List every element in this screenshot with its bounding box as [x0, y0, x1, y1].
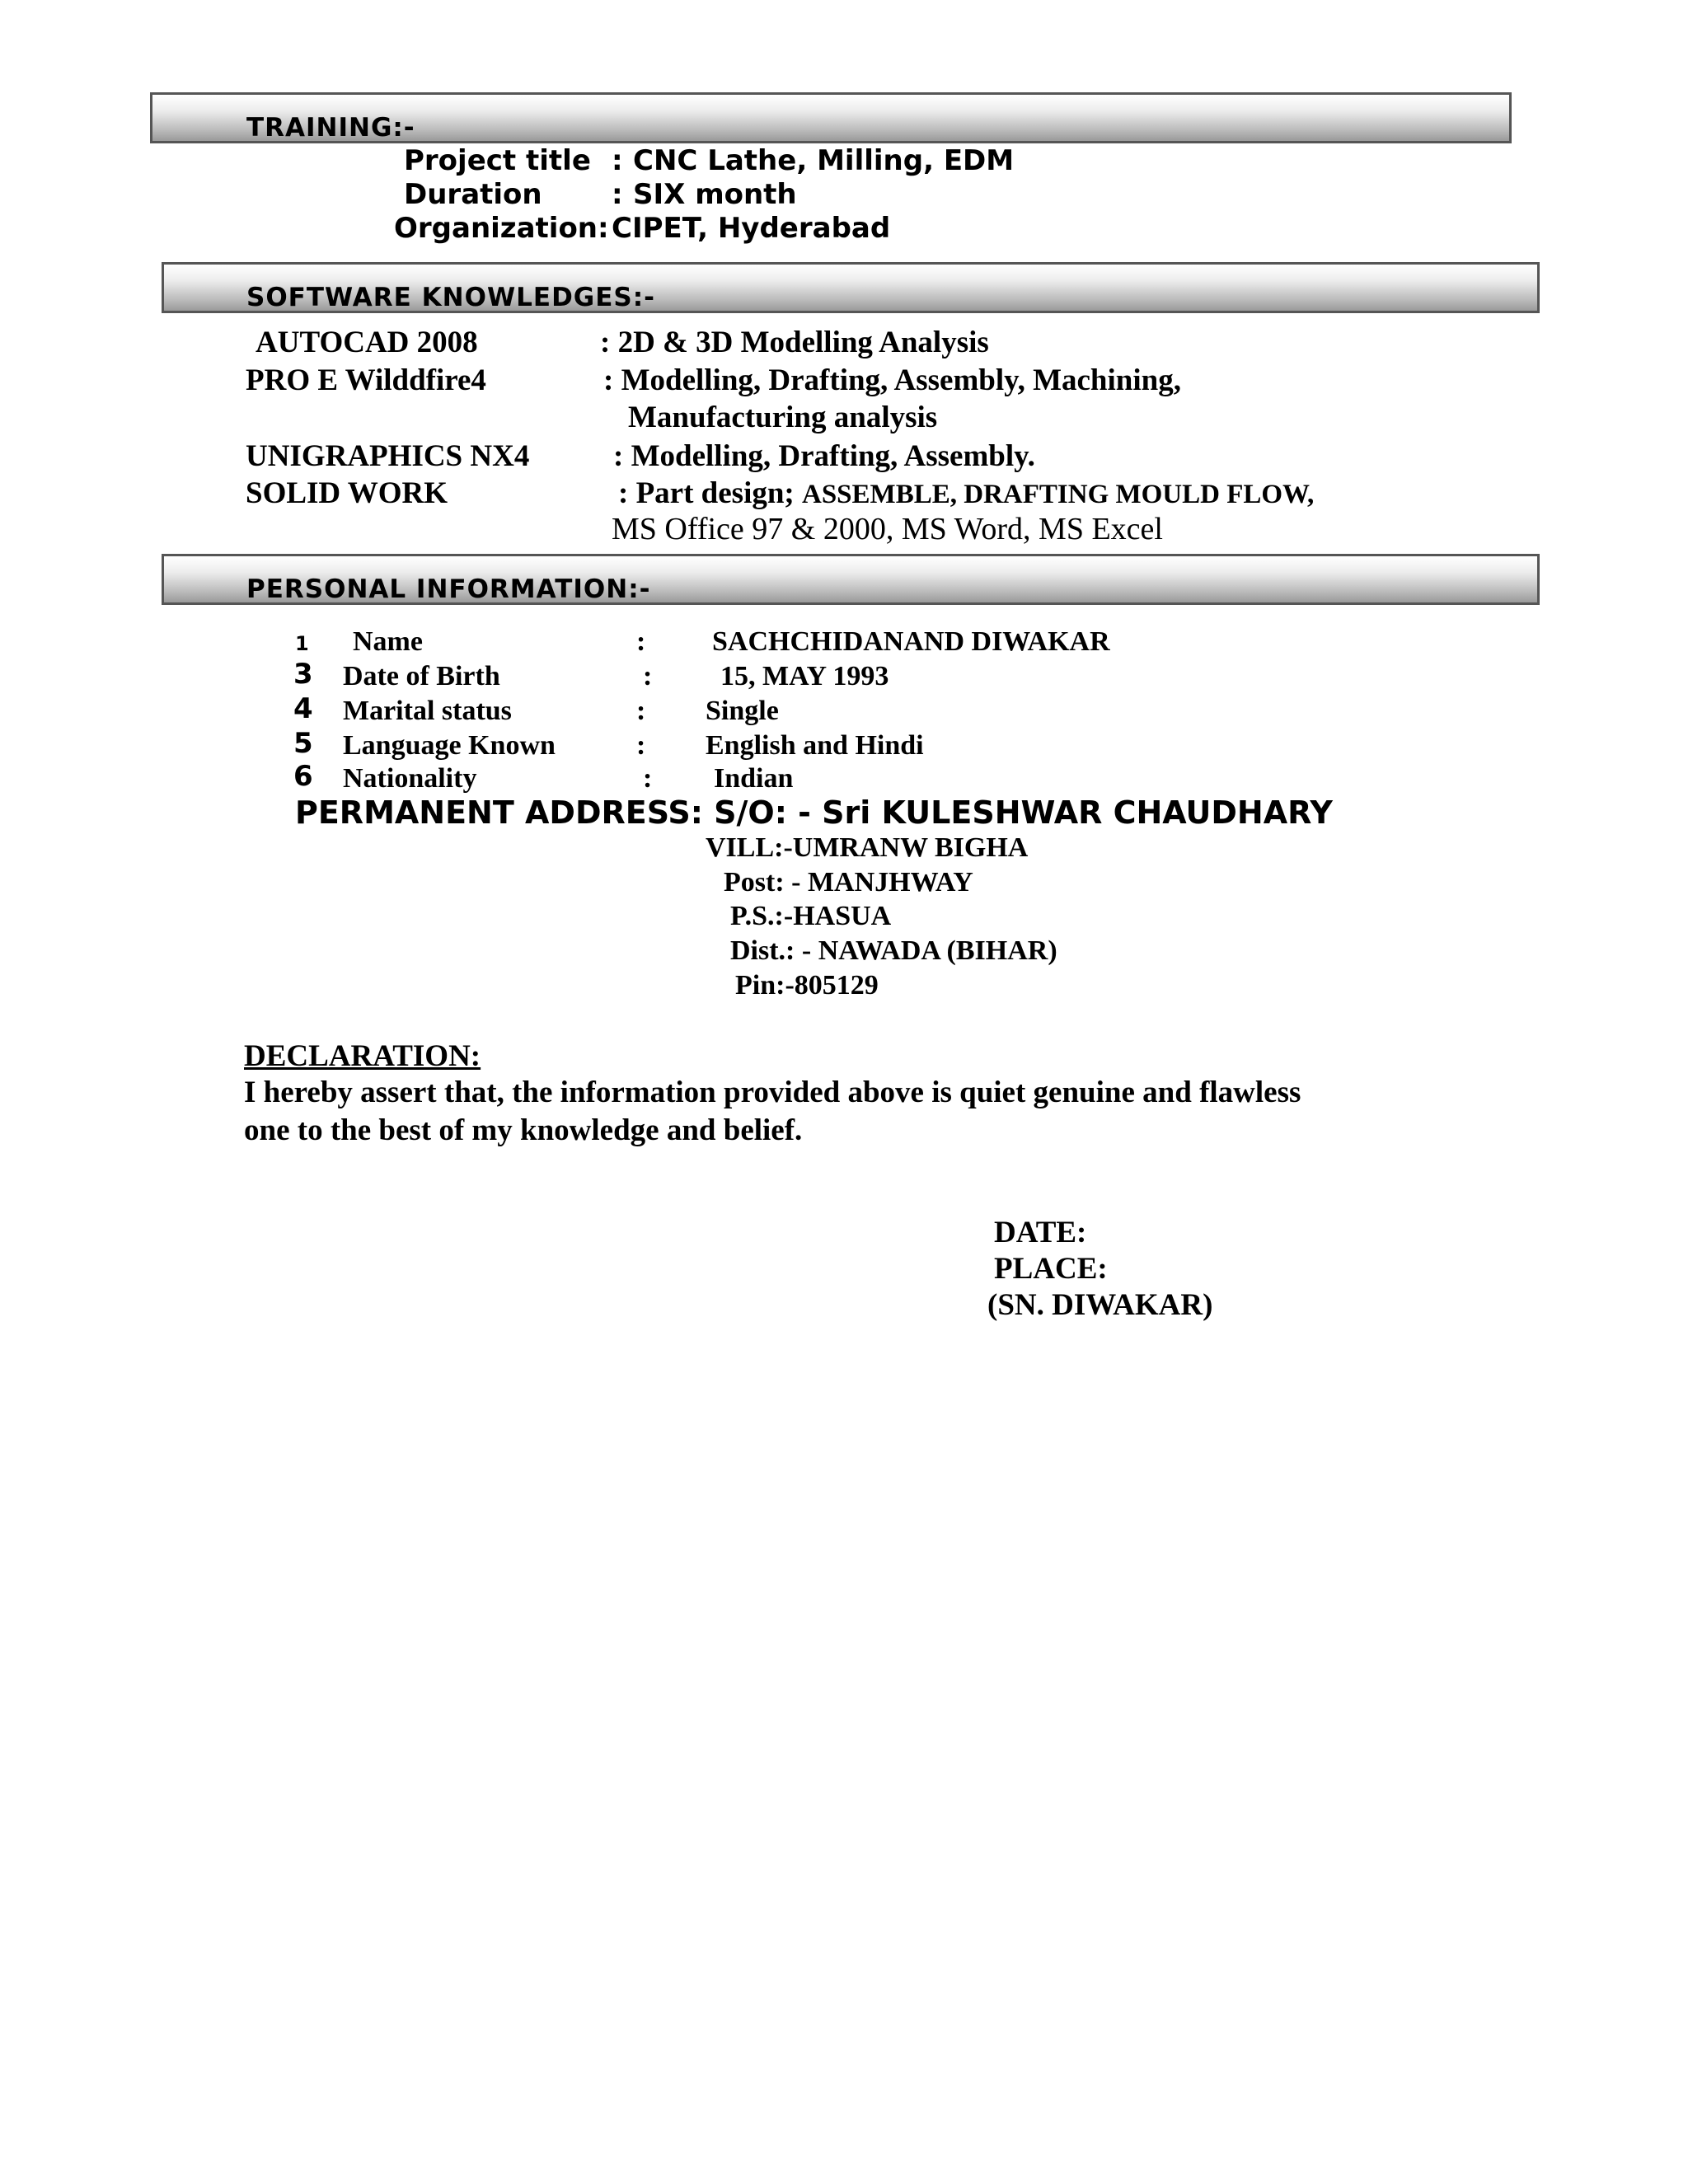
personal-name-sep: :	[636, 626, 646, 657]
address-line-police-station: P.S.:-HASUA	[730, 901, 892, 931]
training-banner	[150, 92, 1512, 143]
personal-dob-label: Date of Birth	[343, 661, 500, 691]
training-duration-label: Duration	[404, 178, 542, 211]
personal-nationality-label: Nationality	[343, 763, 477, 794]
personal-dob-sep: :	[643, 661, 653, 691]
software-proe-value: : Modelling, Drafting, Assembly, Machining,	[603, 363, 1181, 397]
permanent-address-heading: PERMANENT ADDRESS: S/O: - Sri KULESHWAR CHAUDHARY	[295, 794, 1333, 831]
software-solidwork-value-small: ASSEMBLE, DRAFTING MOULD FLOW,	[802, 480, 1315, 509]
training-duration-sep: :	[612, 178, 623, 211]
training-heading: TRAINING:-	[246, 113, 415, 143]
address-line-post: Post: - MANJHWAY	[724, 867, 973, 898]
personal-language-sep: :	[636, 730, 646, 761]
address-line-village: VILL:-UMRANW BIGHA	[706, 832, 1029, 863]
personal-nationality-value: Indian	[714, 763, 794, 794]
software-solidwork-name: SOLID WORK	[246, 476, 448, 510]
personal-row-number-6: 6	[293, 760, 313, 793]
training-project-value: CNC Lathe, Milling, EDM	[633, 144, 1015, 177]
signature-place: PLACE:	[994, 1252, 1108, 1286]
software-solidwork-value-main: : Part design;	[618, 476, 795, 510]
software-heading: SOFTWARE KNOWLEDGES:-	[246, 283, 656, 312]
software-unigraphics-value: : Modelling, Drafting, Assembly.	[613, 439, 1035, 473]
personal-heading: PERSONAL INFORMATION:-	[246, 574, 651, 604]
personal-row-number-3: 3	[293, 658, 313, 691]
personal-nationality-sep: :	[643, 763, 653, 794]
personal-language-value: English and Hindi	[706, 730, 924, 761]
software-autocad-name: AUTOCAD 2008	[256, 326, 478, 359]
declaration-line-1: I hereby assert that, the information provided above is quiet genuine and flawless	[244, 1076, 1301, 1109]
software-solidwork-value	[618, 476, 1314, 511]
software-autocad-value: : 2D & 3D Modelling Analysis	[600, 326, 989, 359]
address-line-pin: Pin:-805129	[735, 970, 879, 1001]
training-project-sep: :	[612, 144, 623, 177]
personal-row-number-5: 5	[293, 727, 313, 760]
software-office-value: MS Office 97 & 2000, MS Word, MS Excel	[612, 512, 1163, 546]
address-line-district: Dist.: - NAWADA (BIHAR)	[730, 935, 1057, 966]
personal-language-label: Language Known	[343, 730, 556, 761]
personal-marital-value: Single	[706, 696, 779, 726]
software-unigraphics-name: UNIGRAPHICS NX4	[246, 439, 530, 473]
personal-name-value: SACHCHIDANAND DIWAKAR	[712, 626, 1110, 657]
personal-banner	[162, 554, 1540, 605]
training-organization-value: CIPET, Hyderabad	[612, 212, 891, 245]
software-banner	[162, 262, 1540, 313]
personal-row-number-1: 1	[295, 632, 309, 655]
personal-name-label: Name	[353, 626, 423, 657]
training-organization-label: Organization:	[394, 212, 609, 245]
declaration-line-2: one to the best of my knowledge and belief.	[244, 1113, 803, 1147]
software-proe-name: PRO E Wilddfire4	[246, 363, 486, 397]
personal-row-number-4: 4	[293, 692, 313, 725]
training-duration-value: SIX month	[633, 178, 797, 211]
personal-marital-label: Marital status	[343, 696, 512, 726]
signature-date: DATE:	[994, 1216, 1087, 1249]
declaration-heading: DECLARATION:	[244, 1039, 481, 1073]
personal-dob-value: 15, MAY 1993	[720, 661, 889, 691]
software-proe-value-cont: Manufacturing analysis	[628, 401, 938, 434]
training-project-label: Project title	[404, 144, 591, 177]
signature-name: (SN. DIWAKAR)	[987, 1288, 1213, 1322]
personal-marital-sep: :	[636, 696, 646, 726]
